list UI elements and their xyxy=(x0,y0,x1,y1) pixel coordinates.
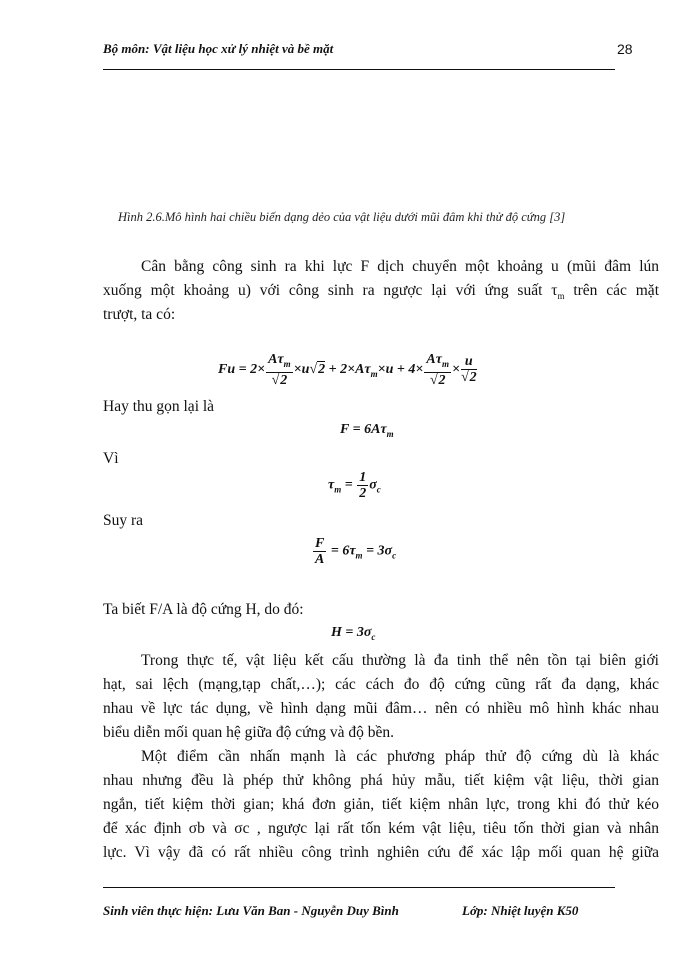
label-hay-thu-gon: Hay thu gọn lại là xyxy=(103,398,215,415)
label-suy-ra: Suy ra xyxy=(103,512,144,529)
paragraph-line: ngắn, tiết kiệm thời gian; khá đơn giản, tiết kiệm nhân lực, trong khi đó thử kéo xyxy=(103,796,659,813)
label-ta-biet: Ta biết F/A là độ cứng H, do đó: xyxy=(103,601,304,618)
equation-3: $\tau_m$ = $\frac{1}{2}$ $\sigma_c$ xyxy=(328,470,381,501)
paragraph-line: Trong thực tế, vật liệu kết cấu thường là đa tinh thể nên tồn tại biên giới xyxy=(141,652,659,669)
paragraph-line: nhau nhưng đều là phép thử không phá hủy mẫu, tiết kiệm vật liệu, thời gian xyxy=(103,772,659,789)
equation-5: $H = 3\sigma_c$ xyxy=(331,625,376,642)
paragraph-line: biểu diễn mối quan hệ giữa độ cứng và độ bền. xyxy=(103,724,394,741)
paragraph-line: hạt, sai lệch (mạng,tạp chất,…); các cách đo độ cứng cũng rất đa dạng, khác xyxy=(103,676,659,693)
paragraph-line: lực. Vì vậy đã có rất nhiều công trình nghiên cứu để xác lập mối quan hệ giữa xyxy=(103,844,659,861)
tau-m-symbol: $\tau_m$ xyxy=(551,282,565,302)
paragraph-line: nhau về lực tác dụng, về hình dạng mũi đâm… nên có nhiều mô hình khác nhau xyxy=(103,700,659,717)
paragraph-3 xyxy=(103,745,659,865)
paragraph-line: trượt, ta có: xyxy=(103,306,176,323)
paragraph-line: xuống một khoảng u) với công sinh ra ngược lại với ứng suất $\tau_m$ trên các mặt xyxy=(103,282,659,302)
header-title: Bộ môn: Vật liệu học xử lý nhiệt và bề mặt xyxy=(103,41,334,56)
paragraph-line: Một điểm cần nhấn mạnh là các phương pháp thử độ cứng dù là khác xyxy=(141,748,659,765)
paragraph-1 xyxy=(103,255,659,327)
footer-students: Sinh viên thực hiện: Lưu Văn Ban - Nguyễn Duy Bình xyxy=(103,903,399,918)
page-number: 28 xyxy=(617,41,633,57)
equation-2: $F = 6A\tau_m$ xyxy=(340,422,394,439)
footer-class: Lớp: Nhiệt luyện K50 xyxy=(462,903,579,918)
label-vi: Vì xyxy=(103,450,119,467)
footer-rule xyxy=(103,887,615,888)
figure-caption: Hình 2.6.Mô hình hai chiều biến dạng dẻo của vật liệu dưới mũi đâm khi thử độ cứng [3] xyxy=(118,210,566,224)
paragraph-line: để xác định σb và σc , ngược lại rất tốn kém vật liệu, tiêu tốn thời gian và nhân xyxy=(103,820,659,837)
paragraph-line: Cân bằng công sinh ra khi lực F dịch chuyển một khoảng u (mũi đâm lún xyxy=(141,258,659,275)
paragraph-2 xyxy=(103,649,659,745)
equation-4: $\frac{F}{A}$ = $6\tau_m = 3\sigma_c$ xyxy=(315,536,397,567)
equation-1: Fu = 2× $\frac{A\tau_m}{√2}$ $\times u√2 + 2\times A\tau_m\times u + 4\times$ $\frac{A\tau_m}{√2}$ × $\frac{u}{√2}$ xyxy=(218,352,477,388)
header-rule xyxy=(103,69,615,70)
